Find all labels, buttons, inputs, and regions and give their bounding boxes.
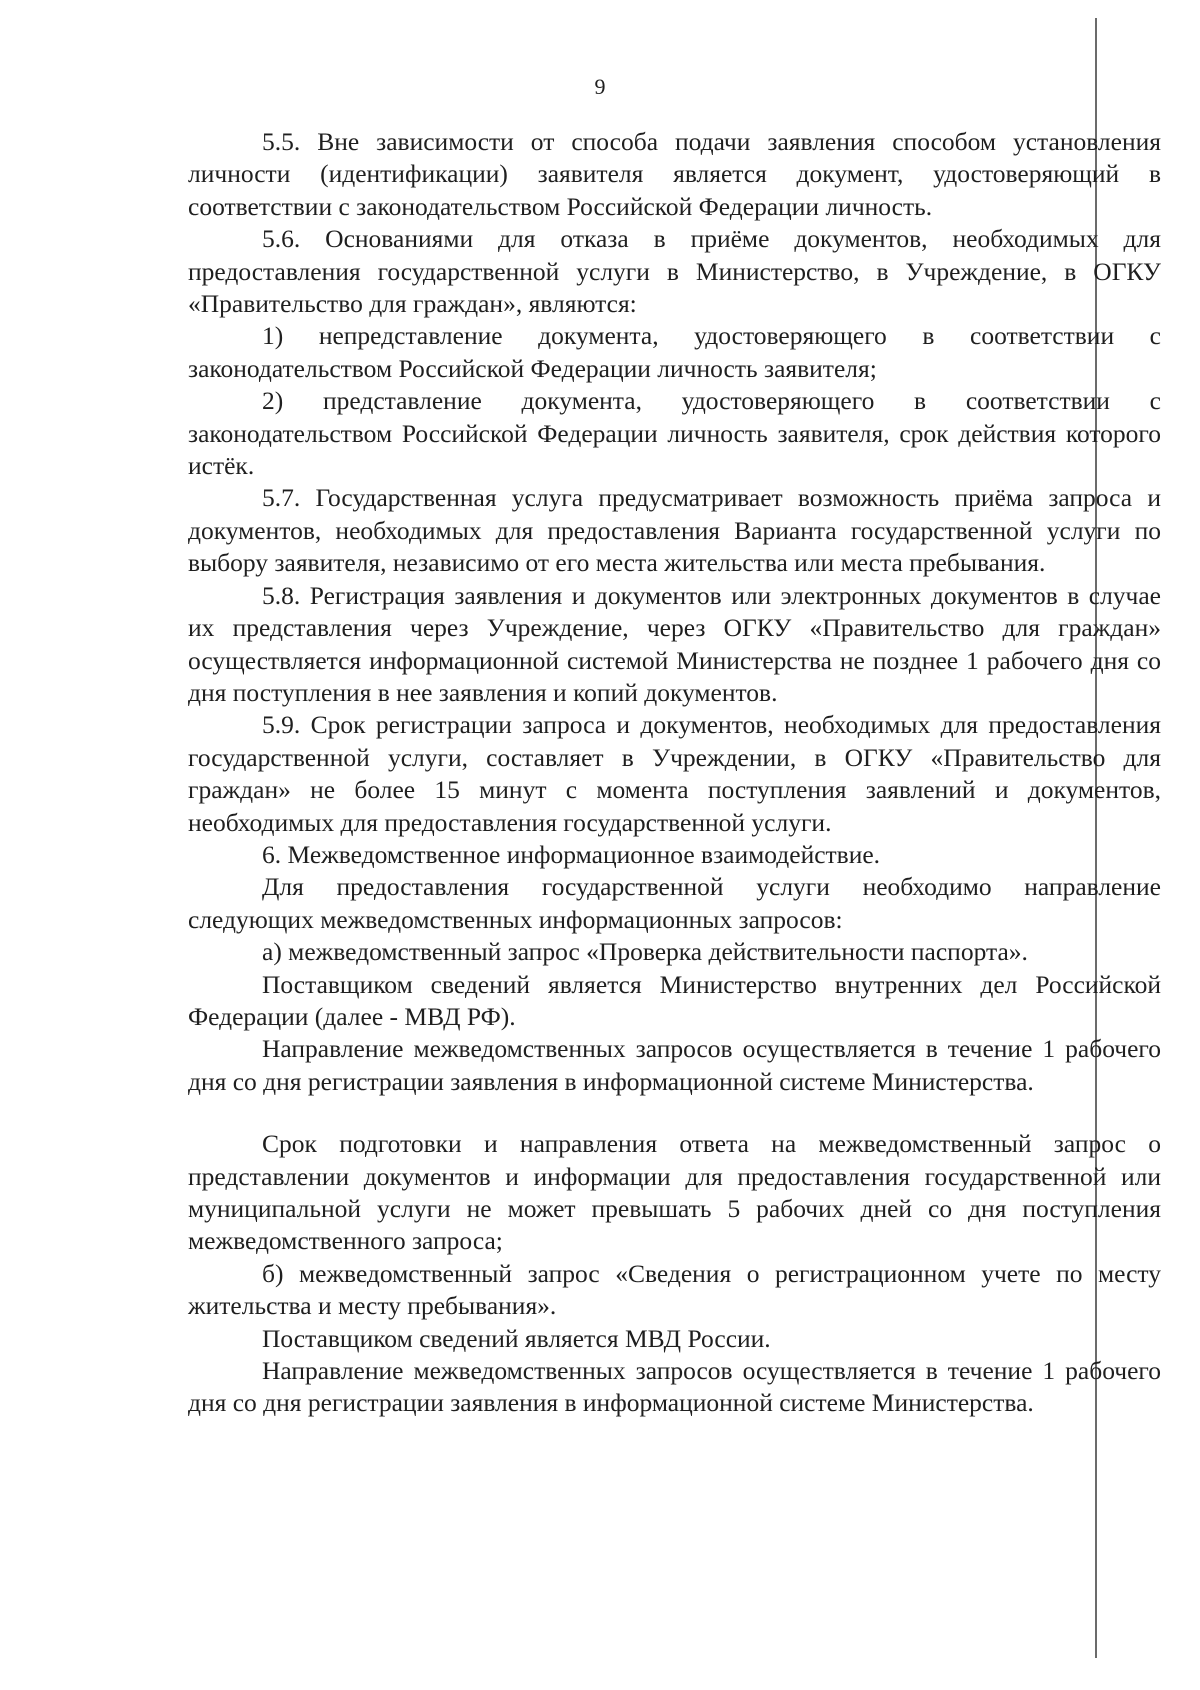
document-body bbox=[188, 126, 1161, 1420]
paragraph-5-9: 5.9. Срок регистрации запроса и документов, необходимых для предоставления государственной услуги, составляет в Учреждении, в ОГКУ «Правительство для граждан» не более 15 минут с момента поступления заявлений и документов, необходимых для предоставления государственной услуги. bbox=[188, 710, 1161, 837]
paragraph-provider-a: Поставщиком сведений является Министерство внутренних дел Российской Федерации (далее - МВД РФ). bbox=[188, 969, 1161, 1031]
paragraph-request-a: а) межведомственный запрос «Проверка действительности паспорта». bbox=[262, 937, 1028, 967]
paragraph-direction-b: Направление межведомственных запросов осуществляется в течение 1 рабочего дня со дня регистрации заявления в информационной системе Министерства. bbox=[188, 1356, 1161, 1418]
section-6-heading: 6. Межведомственное информационное взаимодействие. bbox=[262, 839, 881, 869]
paragraph-direction-a: Направление межведомственных запросов осуществляется в течение 1 рабочего дня со дня регистрации заявления в информационной системе Министерства. bbox=[188, 1034, 1161, 1096]
paragraph-5-5: 5.5. Вне зависимости от способа подачи заявления способом установления личности (идентификации) заявителя является документ, удостоверяющий в соответствии с законодательством Российской Федерации личность. bbox=[188, 127, 1161, 221]
page-number: 9 bbox=[594, 74, 606, 99]
paragraph-response-deadline: Срок подготовки и направления ответа на межведомственный запрос о представлении документов и информации для предоставления государственной или муниципальной услуги не может превышать 5 рабочих дней со дня поступления межведомственного запроса; bbox=[188, 1129, 1161, 1256]
paragraph-5-7: 5.7. Государственная услуга предусматривает возможность приёма запроса и документов, необходимых для предоставления Варианта государственной услуги по выбору заявителя, независимо от его места жительства или места пребывания. bbox=[188, 483, 1161, 578]
paragraph-5-6-item-2: 2) представление документа, удостоверяющего в соответствии с законодательством Российской Федерации личность заявителя, срок действия которого истёк. bbox=[188, 386, 1161, 481]
paragraph-5-6: 5.6. Основаниями для отказа в приёме документов, необходимых для предоставления государственной услуги в Министерство, в Учреждение, в ОГКУ «Правительство для граждан», являются: bbox=[188, 224, 1161, 319]
paragraph-request-b: б) межведомственный запрос «Сведения о регистрационном учете по месту жительства и месту пребывания». bbox=[188, 1258, 1161, 1321]
paragraph-5-8: 5.8. Регистрация заявления и документов или электронных документов в случае их представления через Учреждение, через ОГКУ «Правительство для граждан» осуществляется информационной системой Министерства не позднее 1 рабочего дня со дня поступления в нее заявления и копий документов. bbox=[188, 580, 1161, 707]
paragraph-5-6-item-1: 1) непредставление документа, удостоверяющего в соответствии с законодательством Российской Федерации личность заявителя; bbox=[188, 321, 1161, 383]
paragraph-provider-b: Поставщиком сведений является МВД России. bbox=[262, 1323, 771, 1353]
paragraph-requests-intro: Для предоставления государственной услуги необходимо направление следующих межведомственных информационных запросов: bbox=[188, 872, 1161, 934]
